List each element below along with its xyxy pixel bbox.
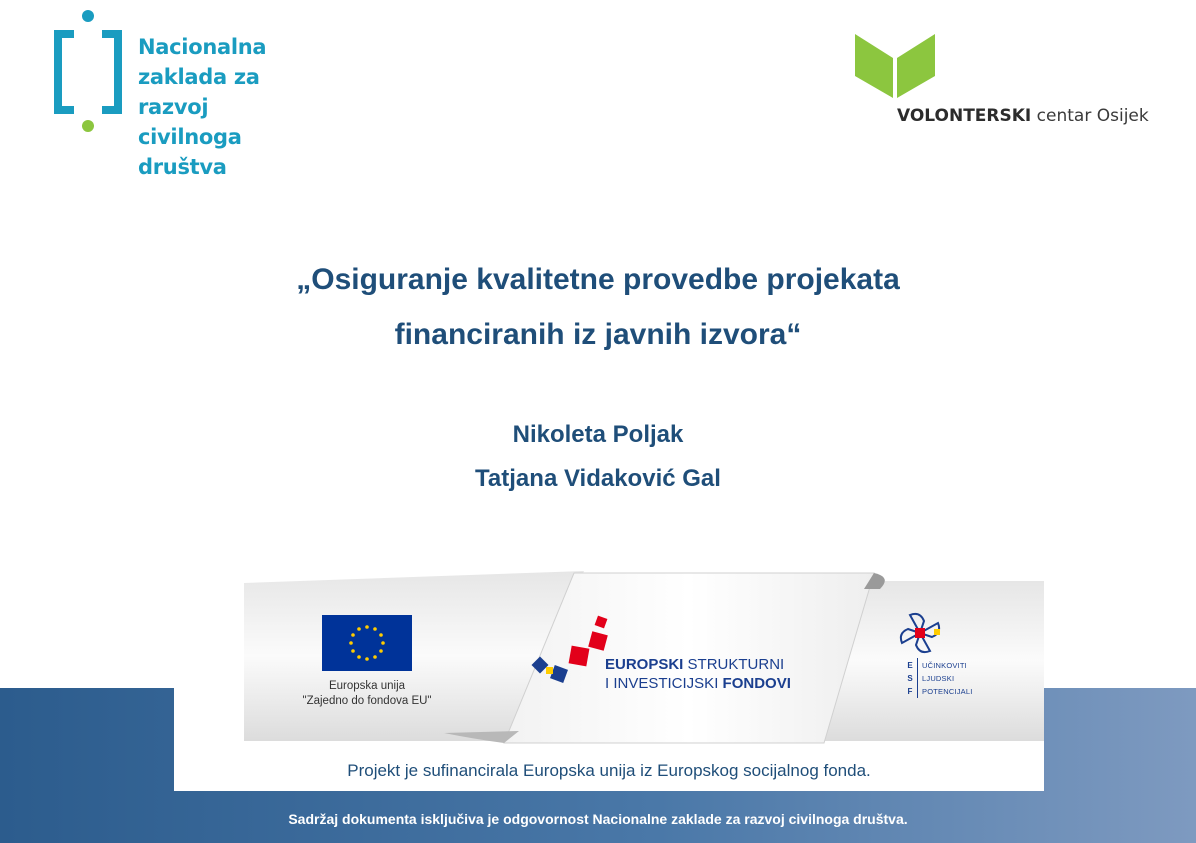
esf-letter: S	[907, 674, 913, 683]
author-name: Nikoleta Poljak	[512, 421, 684, 448]
esif-rest: STRUKTURNI	[687, 656, 785, 673]
esif-rest: I INVESTICIJSKI	[605, 675, 719, 692]
vco-name	[897, 106, 1149, 126]
esf-name-line: LJUDSKI	[922, 674, 955, 683]
green-book-icon	[853, 30, 937, 100]
esif-name-line-1	[605, 655, 791, 674]
esif-bold: FONDOVI	[722, 675, 791, 692]
eu-flag-icon	[322, 615, 412, 671]
presentation-title	[0, 252, 1196, 362]
footer-disclaimer: Sadržaj dokumenta isključiva je odgovornost Nacionalne zaklade za razvoj civilnoga društva.	[288, 811, 908, 827]
esf-divider	[917, 658, 918, 698]
esf-name-line: POTENCIJALI	[922, 687, 973, 696]
nzrcd-name-line: zaklada za	[138, 65, 260, 89]
esf-name-line: UČINKOVITI	[922, 661, 967, 670]
esf-letter: E	[907, 661, 913, 670]
vco-name-bold: VOLONTERSKI	[897, 106, 1032, 126]
title-line-2: financiranih iz javnih izvora“	[394, 318, 802, 351]
esf-letter: F	[907, 687, 913, 696]
esif-name	[605, 655, 791, 693]
bracket-logo-icon	[50, 8, 130, 138]
authors	[0, 413, 1196, 501]
esif-name-line-2	[605, 674, 791, 693]
esf-pinwheel-icon	[880, 609, 960, 657]
eu-caption	[272, 679, 462, 709]
nzrcd-logo	[50, 8, 290, 183]
nzrcd-name-line: razvoj	[138, 95, 209, 119]
cofinance-statement: Projekt je sufinancirala Europska unija iz Europskog socijalnog fonda.	[347, 761, 871, 780]
eu-funding-banner	[174, 563, 1044, 791]
nzrcd-name	[138, 32, 266, 182]
esif-bold: EUROPSKI	[605, 656, 684, 673]
vco-name-rest: centar Osijek	[1036, 106, 1149, 126]
eu-caption-line: Europska unija	[328, 680, 406, 692]
nzrcd-name-line: civilnoga	[138, 125, 242, 149]
esf-name	[922, 659, 973, 698]
nzrcd-name-line: društva	[138, 155, 227, 179]
author-name: Tatjana Vidaković Gal	[475, 465, 721, 492]
eu-caption-line: "Zajedno do fondova EU"	[302, 695, 432, 707]
esf-letters	[905, 659, 915, 698]
nzrcd-name-line: Nacionalna	[138, 35, 267, 59]
vco-logo	[850, 30, 1170, 130]
title-line-1: „Osiguranje kvalitetne provedbe projekata	[296, 263, 900, 296]
